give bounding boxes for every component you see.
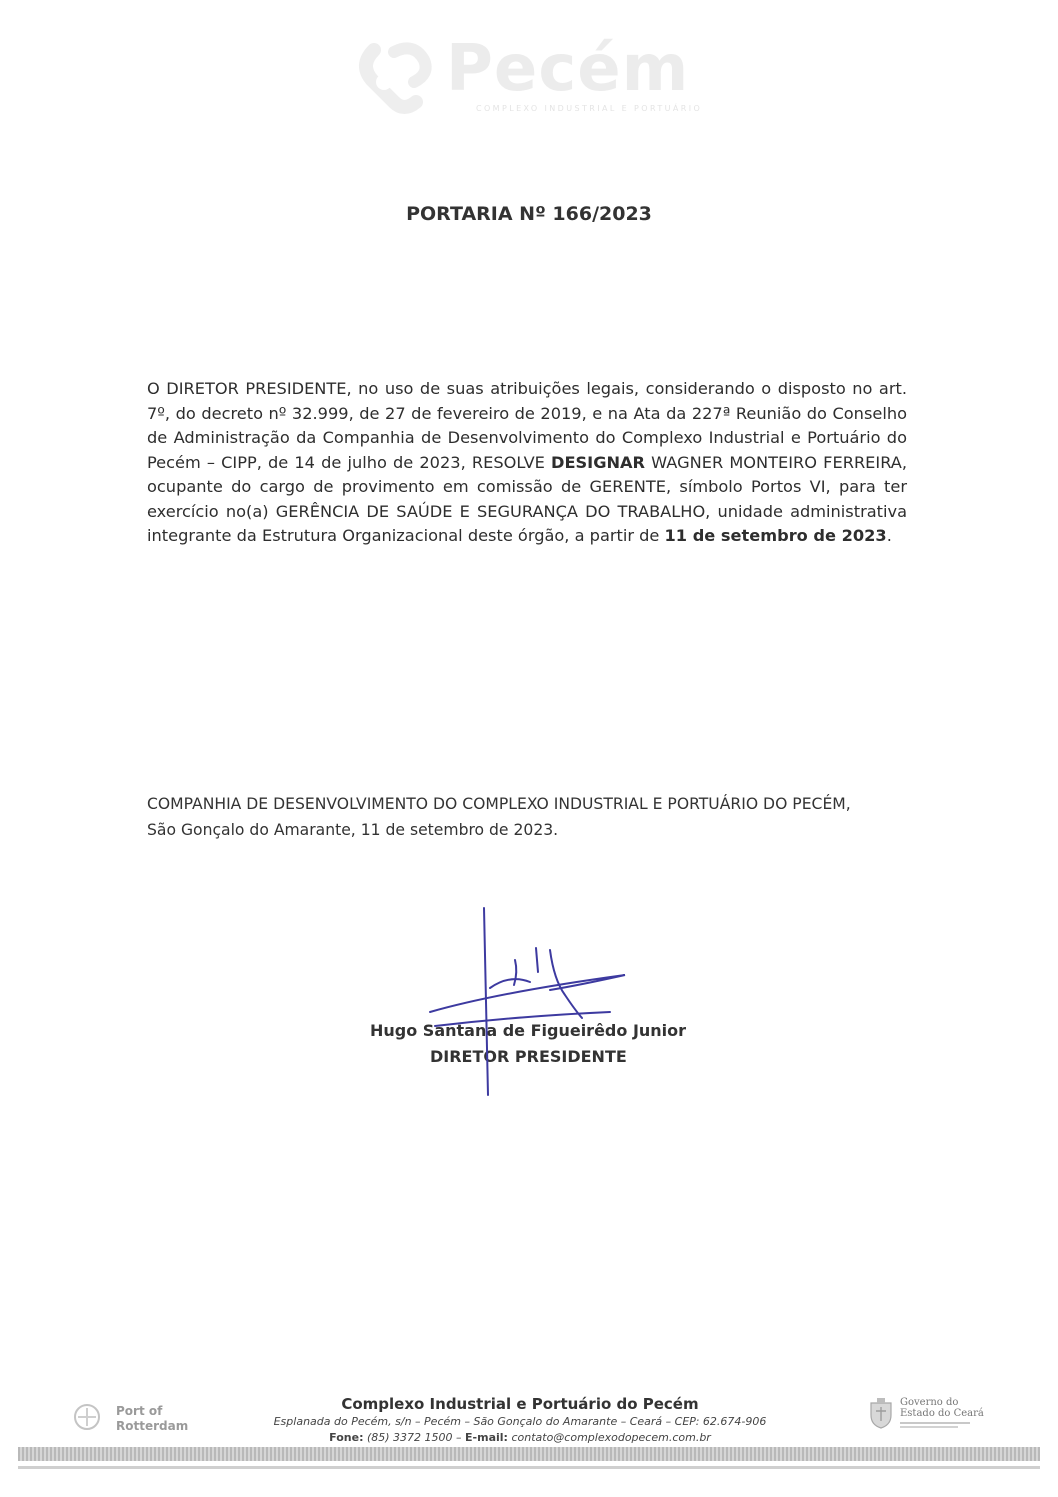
state-coat-of-arms-icon: [868, 1397, 894, 1429]
rotterdam-emblem-icon: [72, 1402, 102, 1432]
watermark-logo: [354, 32, 704, 120]
phone-number: (85) 3372 1500 –: [363, 1431, 466, 1444]
company-block: [147, 791, 937, 843]
handwritten-signature: [360, 900, 660, 1115]
governo-underline-2: [900, 1426, 958, 1428]
rotterdam-line-2: Rotterdam: [116, 1419, 189, 1433]
governo-underline-1: [900, 1422, 970, 1424]
paragraph-text-2: WAGNER MONTEIRO FERREIRA, ocupante do cargo de provimento em comissão de GERENTE, símbolo Portos VI, para ter exercício no(a) GERÊNCIA DE SAÚDE E SEGURANÇA DO TRABALHO, unidade administrativa integrante da Estrutura Organizacional deste órgão, a partir de: [147, 452, 907, 545]
footer-decorative-line: [18, 1466, 1040, 1469]
governo-line-2: Estado do Ceará: [900, 1408, 984, 1419]
watermark-brand: Pecém: [446, 32, 690, 106]
footer-decorative-bar: [18, 1447, 1040, 1461]
footer-address: Esplanada do Pecém, s/n – Pecém – São Gonçalo do Amarante – Ceará – CEP: 62.674-906: [273, 1415, 767, 1428]
governo-ceara-logo: [868, 1395, 998, 1439]
governo-line-1: Governo do: [900, 1397, 959, 1408]
document-title: PORTARIA Nº 166/2023: [406, 203, 652, 225]
paragraph-text-3: .: [886, 526, 892, 545]
paragraph-text-1: O DIRETOR PRESIDENTE, no uso de suas atribuições legais, considerando o disposto no art. 7º, do decreto nº 32.999, de 27 de fevereiro de 2019, e na Ata da 227ª Reunião do Conselho de Administração da Companhia de Desenvolvimento do Complexo Industrial e Portuário do Pecém – CIPP, de 14 de julho de 2023, RESOLVE: [147, 379, 907, 472]
watermark-subtitle: COMPLEXO INDUSTRIAL E PORTUÁRIO: [476, 104, 703, 113]
footer-contact: [240, 1430, 800, 1446]
rotterdam-text: [116, 1404, 188, 1434]
paragraph-bold-designar: DESIGNAR: [551, 452, 646, 472]
phone-label: Fone:: [329, 1431, 364, 1444]
footer-title: Complexo Industrial e Portuário do Pecém: [341, 1395, 699, 1413]
place-date: São Gonçalo do Amarante, 11 de setembro de 2023.: [147, 821, 559, 839]
email-address: contato@complexodopecem.com.br: [507, 1431, 711, 1444]
footer-info: [240, 1394, 800, 1446]
resolution-paragraph: [147, 377, 907, 549]
governo-text: [900, 1397, 984, 1428]
port-of-rotterdam-logo: [72, 1400, 212, 1440]
company-name: COMPANHIA DE DESENVOLVIMENTO DO COMPLEXO INDUSTRIAL E PORTUÁRIO DO PECÉM,: [147, 795, 851, 813]
pecem-emblem-icon: [354, 40, 444, 120]
paragraph-bold-date: 11 de setembro de 2023: [664, 526, 887, 545]
signer-role: DIRETOR PRESIDENTE: [430, 1047, 627, 1066]
rotterdam-line-1: Port of: [116, 1404, 163, 1418]
signer-name: Hugo Santana de Figueirêdo Junior: [370, 1021, 687, 1040]
email-label: E-mail:: [465, 1431, 508, 1444]
